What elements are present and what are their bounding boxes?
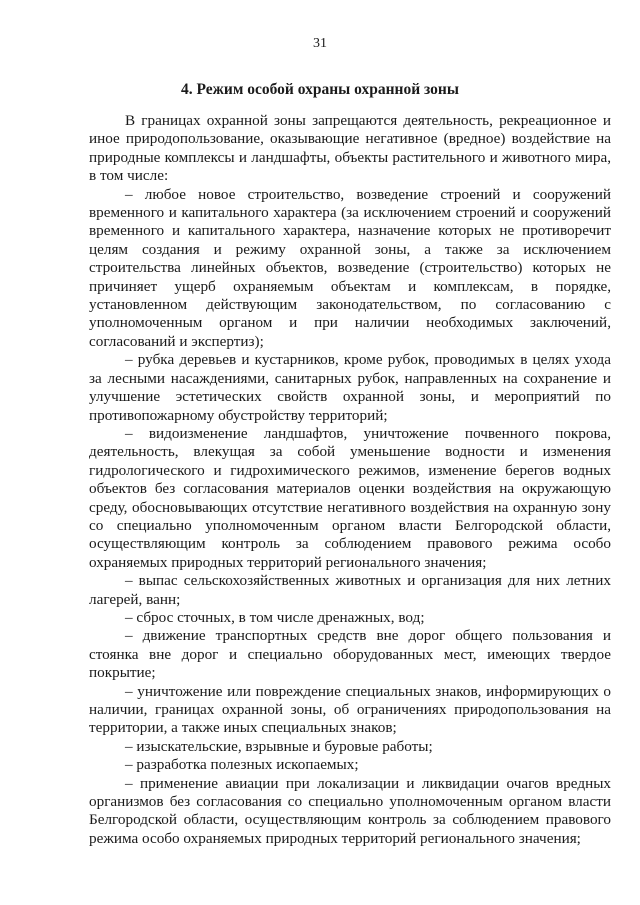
list-item-wastewater: – сброс сточных, в том числе дренажных, вод; (125, 608, 425, 626)
list-item-vehicles: – движение транспортных средств вне дорог общего пользования и стоянка вне дорог и специально оборудованных мест, имеющих твердое покрытие; (89, 627, 611, 682)
section-title: 4. Режим особой охраны охранной зоны (181, 81, 459, 98)
list-item-mining: – разработка полезных ископаемых; (125, 756, 359, 774)
list-item-tree-felling: – рубка деревьев и кустарников, кроме рубок, проводимых в целях ухода за лесными насаждениями, санитарных рубок, направленных на сохранение и улучшение эстетических свойств охранной зоны, и мероприятий по противопожарному обустройству территорий; (89, 351, 611, 424)
list-item-drilling: – изыскательские, взрывные и буровые работы; (125, 737, 433, 755)
page-number: 31 (313, 36, 327, 51)
list-item-construction: – любое новое строительство, возведение строений и сооружений временного и капитального характера (за исключением строений и сооружений временного и капитального характера, назначение которых не противоречит целям создания и режиму охранной зоны, а также за исключением строительства линейных объектов, возведение (строительство) которых не причиняет ущерб охраняемым объектам и комплексам, в порядке, установленном действующим законодательством, по согласованию с уполномоченным органом и при наличии необходимых заключений, согласований и экспертиз); (89, 185, 611, 350)
list-item-signs: – уничтожение или повреждение специальных знаков, информирующих о наличии, границах охранной зоны, об ограничениях природопользования на территории, а также иных специальных знаков; (89, 682, 611, 737)
list-item-landscape-change: – видоизменение ландшафтов, уничтожение почвенного покрова, деятельность, влекущая за собой уменьшение водности и изменения гидрологического и гидрохимического режимов, изменение берегов водных объектов без согласования материалов оценки воздействия на окружающую среду, обосновывающих отсутствие негативного воздействия на охранную зону со специально уполномоченным органом власти Белгородской области, осуществляющим контроль за соблюдением правового режима особо охраняемых природных территорий регионального значения; (89, 424, 611, 571)
list-item-grazing: – выпас сельскохозяйственных животных и организация для них летних лагерей, ванн; (89, 572, 611, 608)
list-item-aviation: – применение авиации при локализации и ликвидации очагов вредных организмов без согласования со специально уполномоченным органом власти Белгородской области, осуществляющим контроль за соблюдением правового режима особо охраняемых природных территорий регионального значения; (89, 774, 611, 847)
intro-paragraph: В границах охранной зоны запрещаются деятельность, рекреационное и иное природопользование, оказывающие негативное (вредное) воздействие на природные комплексы и ландшафты, объекты растительного и животного мира, в том числе: (89, 112, 611, 185)
document-body (89, 112, 611, 848)
